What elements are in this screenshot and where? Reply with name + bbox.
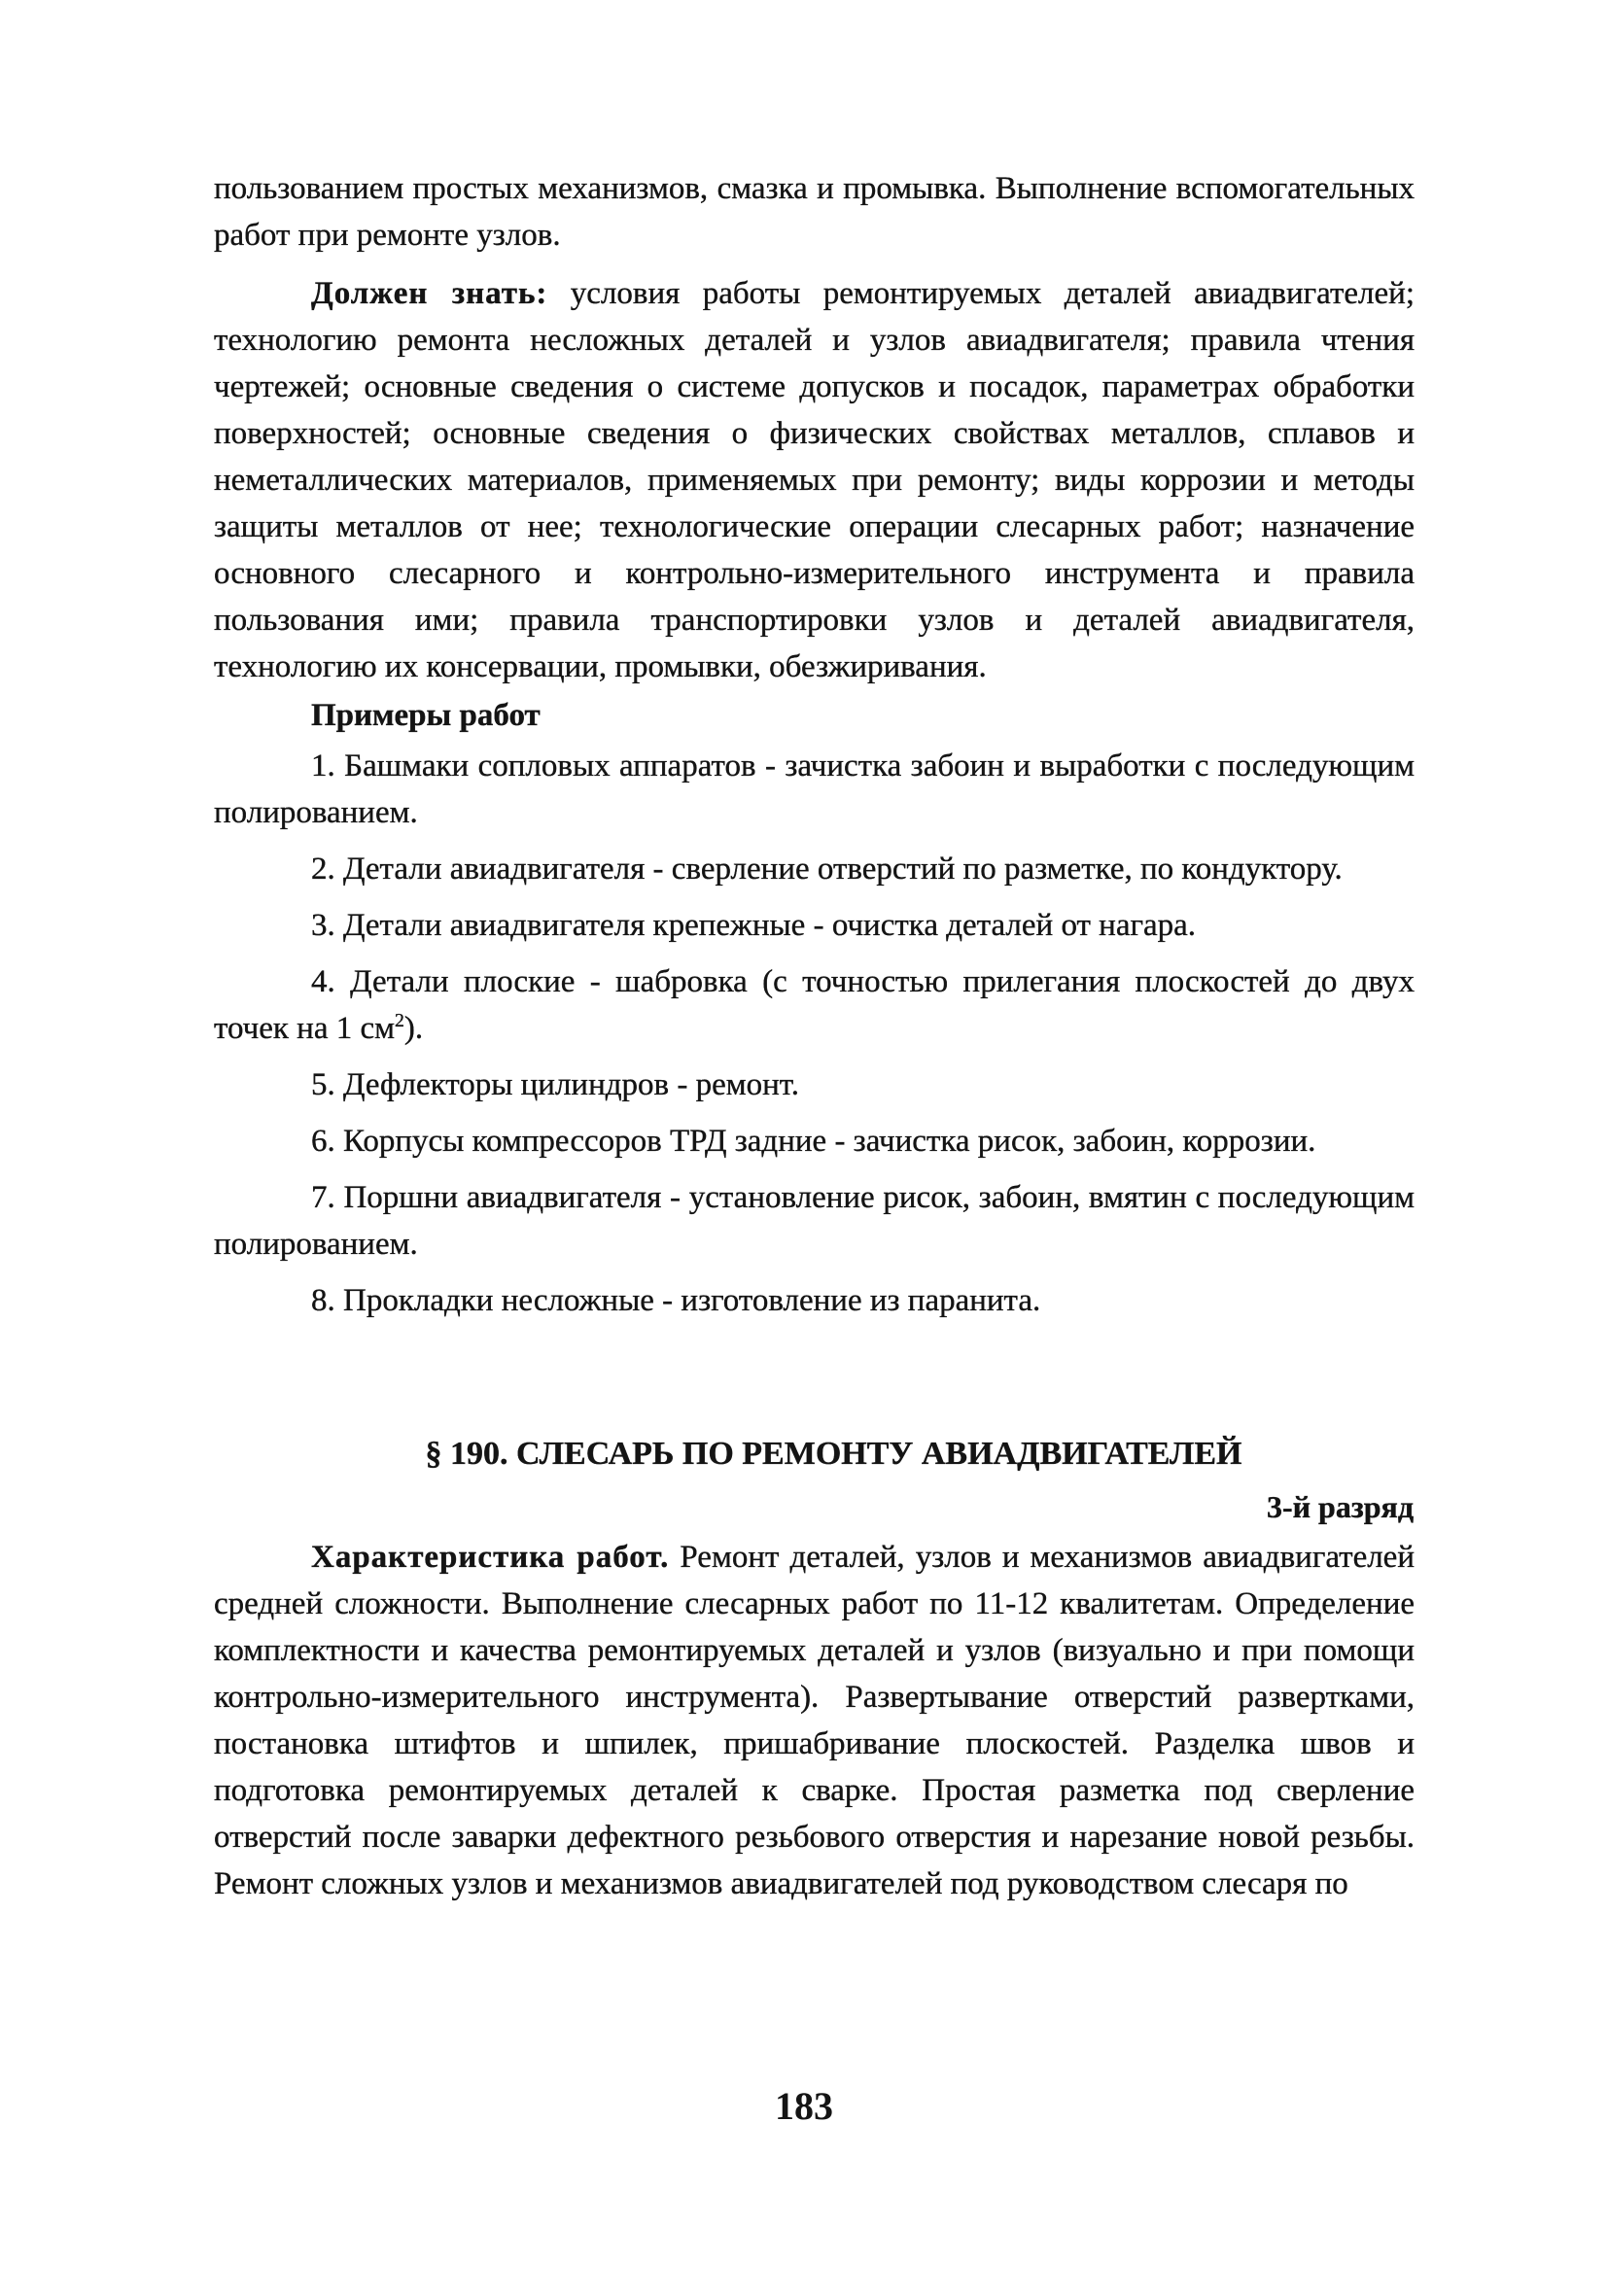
- example-item-6: 6. Корпусы компрессоров ТРД задние - зачистка рисок, забоин, коррозии.: [311, 1124, 1316, 1159]
- knowledge-paragraph: [214, 270, 1415, 690]
- characteristics-paragraph: [214, 1534, 1415, 1907]
- example-item-4-tail: ).: [403, 1011, 424, 1046]
- example-item-4-text: 4. Детали плоские - шабровка (с точностью прилегания плоскостей до двух точек на 1 см: [214, 964, 1415, 1046]
- examples-heading: Примеры работ: [311, 698, 541, 733]
- knowledge-text: условия работы ремонтируемых деталей авиадвигателей; технологию ремонта несложных деталей и узлов авиадвигателя; правила чтения чертежей; основные сведения о системе допусков и посадок, параметрах обработки поверхностей; основные сведения о физических свойствах металлов, сплавов и неметаллических материалов, применяемых при ремонту; виды коррозии и методы защиты металлов от нее; технологические операции слесарных работ; назначение основного слесарного и контрольно-измерительного инструмента и правила пользования ими; правила транспортировки узлов и деталей авиадвигателя, технологию их консервации, промывки, обезжиривания.: [214, 276, 1415, 684]
- section-text-block: [214, 1534, 1415, 1907]
- example-item-7: 7. Поршни авиадвигателя - установление рисок, забоин, вмятин с последующим полированием.: [214, 1180, 1415, 1262]
- continuation-paragraph: пользованием простых механизмов, смазка и промывка. Выполнение вспомогательных работ при ремонте узлов.: [214, 171, 1415, 253]
- example-item-4: [214, 958, 1415, 1052]
- example-item-1: 1. Башмаки сопловых аппаратов - зачистка забоин и выработки с последующим полированием.: [214, 748, 1415, 830]
- upper-text-block: [214, 165, 1415, 1334]
- example-item-2: 2. Детали авиадвигателя - сверление отверстий по разметке, по кондуктору.: [311, 852, 1343, 887]
- grade-label: 3-й разряд: [1266, 1489, 1414, 1524]
- characteristics-lead: Характеристика работ.: [311, 1540, 670, 1575]
- page-number: 183: [775, 2084, 833, 2128]
- example-item-5: 5. Дефлекторы цилиндров - ремонт.: [311, 1067, 799, 1102]
- example-item-4-superscript: 2: [395, 1010, 404, 1031]
- section-title: § 190. СЛЕСАРЬ ПО РЕМОНТУ АВИАДВИГАТЕЛЕЙ: [425, 1436, 1242, 1472]
- characteristics-text: Ремонт деталей, узлов и механизмов авиадвигателей средней сложности. Выполнение слесарных работ по 11-12 квалитетам. Определение комплектности и качества ремонтируемых деталей и узлов (визуально и при помощи контрольно-измерительного инструмента). Развертывание отверстий развертками, постановка штифтов и шпилек, пришабривание плоскостей. Разделка швов и подготовка ремонтируемых деталей к сварке. Простая разметка под сверление отверстий после заварки дефектного резьбового отверстия и нарезание новой резьбы. Ремонт сложных узлов и механизмов авиадвигателей под руководством слесаря по: [214, 1540, 1415, 1901]
- example-item-8: 8. Прокладки несложные - изготовление из паранита.: [311, 1283, 1041, 1318]
- example-item-3: 3. Детали авиадвигателя крепежные - очистка деталей от нагара.: [311, 908, 1197, 943]
- knowledge-lead: Должен знать:: [311, 276, 548, 311]
